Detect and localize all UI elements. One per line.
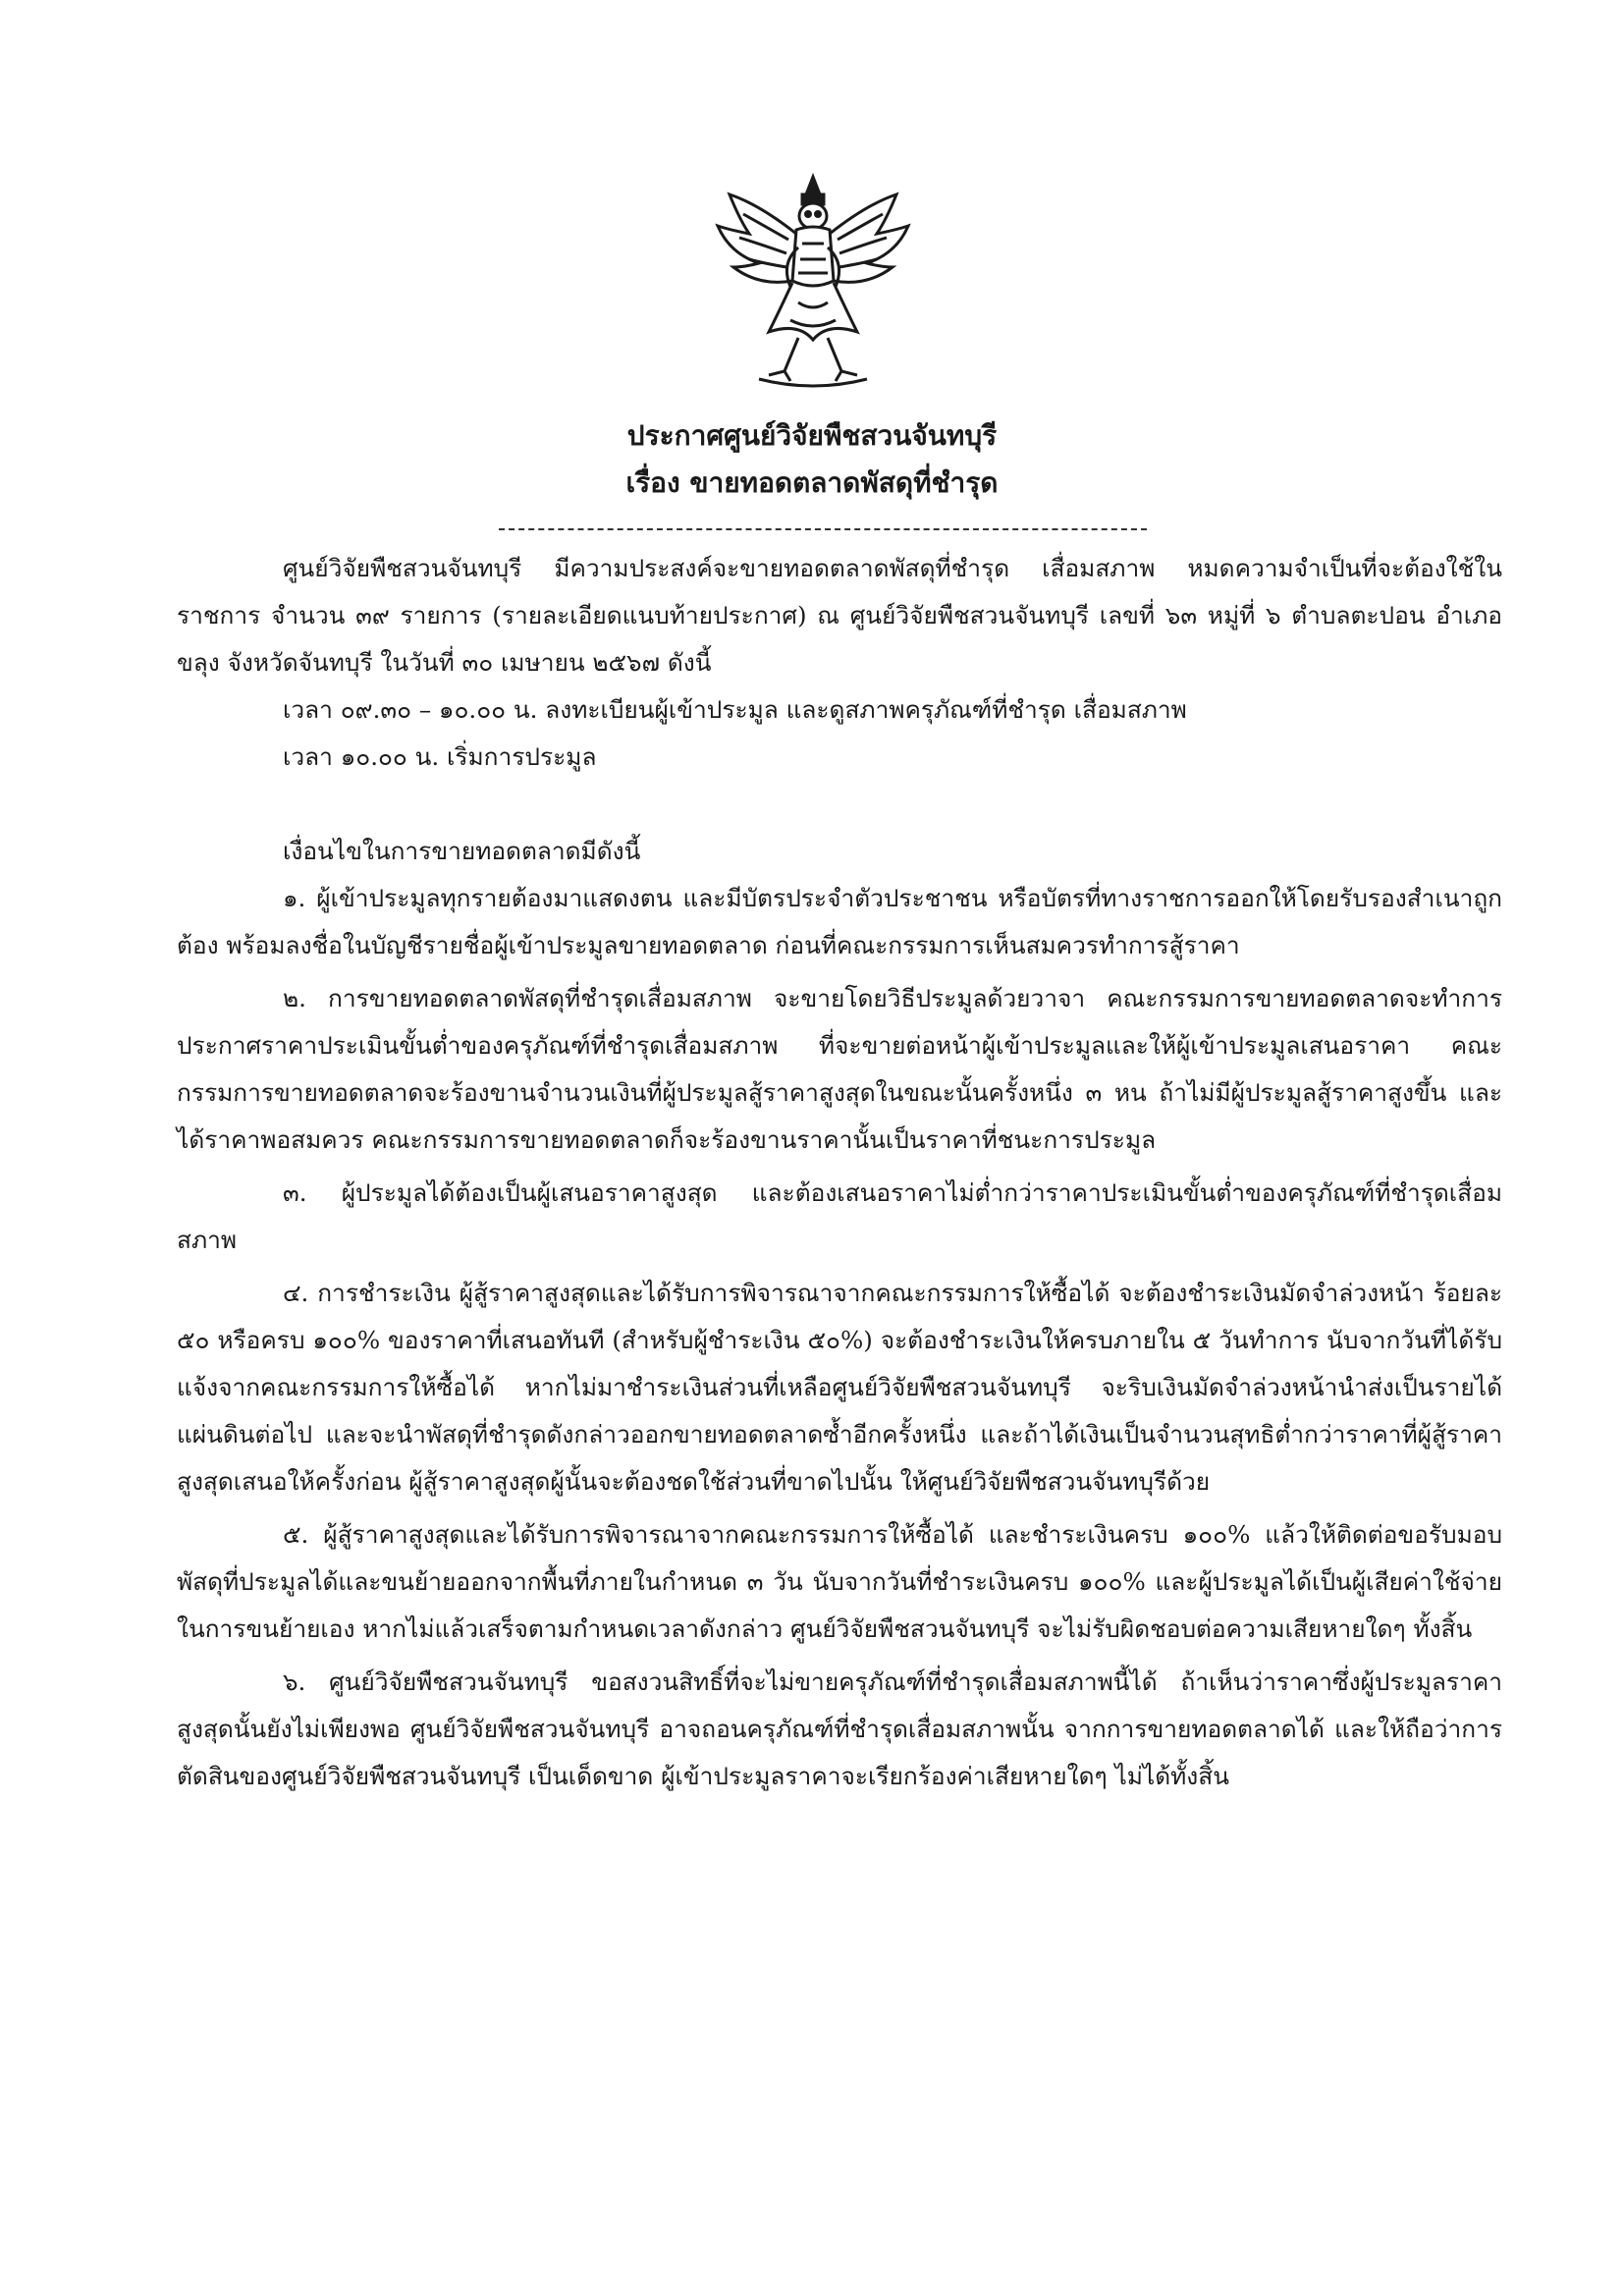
condition-item: ๕. ผู้สู้ราคาสูงสุดและได้รับการพิจารณาจากคณะกรรมการให้ซื้อได้ และชำระเงินครบ ๑๐๐% แล้วให้ติดต่อขอรับมอบพัสดุที่ประมูลได้และขนย้ายออกจากพื้นที่ภายในกำหนด ๓ วัน นับจากวันที่ชำระเงินครบ ๑๐๐% และผู้ประมูลได้เป็นผู้เสียค่าใช้จ่ายในการขนย้ายเอง หากไม่แล้วเสร็จตามกำหนดเวลาดังกล่าว ศูนย์วิจัยพืชสวนจันทบุรี จะไม่รับผิดชอบต่อความเสียหายใดๆ ทั้งสิ้น	[177, 1520, 1502, 1643]
document-title: ประกาศศูนย์วิจัยพืชสวนจันทบุรี	[626, 419, 998, 452]
garuda-emblem-icon	[700, 165, 926, 391]
schedule-item: เวลา ๐๙.๓๐ – ๑๐.๐๐ น. ลงทะเบียนผู้เข้าประมูล และดูสภาพครุภัณฑ์ที่ชำรุด เสื่อมสภาพ	[283, 695, 1187, 724]
conditions-heading: เงื่อนไขในการขายทอดตลาดมีดังนี้	[283, 837, 641, 865]
divider-line	[499, 528, 1147, 530]
intro-paragraph: ศูนย์วิจัยพืชสวนจันทบุรี มีความประสงค์จะขายทอดตลาดพัสดุที่ชำรุด เสื่อมสภาพ หมดความจำเป็นที่จะต้องใช้ในราชการ จำนวน ๓๙ รายการ (รายละเอียดแนบท้ายประกาศ) ณ ศูนย์วิจัยพืชสวนจันทบุรี เลขที่ ๖๓ หมู่ที่ ๖ ตำบลตะปอน อำเภอขลุง จังหวัดจันทบุรี ในวันที่ ๓๐ เมษายน ๒๕๖๗ ดังนี้	[177, 554, 1502, 677]
document-body	[177, 545, 1502, 1800]
condition-item: ๒. การขายทอดตลาดพัสดุที่ชำรุดเสื่อมสภาพ จะขายโดยวิธีประมูลด้วยวาจา คณะกรรมการขายทอดตลาดจะทำการประกาศราคาประเมินขั้นต่ำของครุภัณฑ์ที่ชำรุดเสื่อมสภาพ ที่จะขายต่อหน้าผู้เข้าประมูลและให้ผู้เข้าประมูลเสนอราคา คณะกรรมการขายทอดตลาดจะร้องขานจำนวนเงินที่ผู้ประมูลสู้ราคาสูงสุดในขณะนั้นครั้งหนึ่ง ๓ หน ถ้าไม่มีผู้ประมูลสู้ราคาสูงขึ้น และได้ราคาพอสมควร คณะกรรมการขายทอดตลาดก็จะร้องขานราคานั้นเป็นราคาที่ชนะการประมูล	[177, 984, 1502, 1154]
condition-item: ๑. ผู้เข้าประมูลทุกรายต้องมาแสดงตน และมีบัตรประจำตัวประชาชน หรือบัตรที่ทางราชการออกให้โดยรับรองสำเนาถูกต้อง พร้อมลงชื่อในบัญชีรายชื่อผู้เข้าประมูลขายทอดตลาด ก่อนที่คณะกรรมการเห็นสมควรทำการสู้ราคา	[177, 884, 1502, 959]
document-subject: เรื่อง ขายทอดตลาดพัสดุที่ชำรุด	[625, 466, 999, 499]
condition-item: ๓. ผู้ประมูลได้ต้องเป็นผู้เสนอราคาสูงสุด และต้องเสนอราคาไม่ต่ำกว่าราคาประเมินขั้นต่ำของครุภัณฑ์ที่ชำรุดเสื่อมสภาพ	[177, 1178, 1502, 1254]
condition-item: ๔. การชำระเงิน ผู้สู้ราคาสูงสุดและได้รับการพิจารณาจากคณะกรรมการให้ซื้อได้ จะต้องชำระเงินมัดจำล่วงหน้า ร้อยละ ๕๐ หรือครบ ๑๐๐% ของราคาที่เสนอทันที (สำหรับผู้ชำระเงิน ๕๐%) จะต้องชำระเงินให้ครบภายใน ๕ วันทำการ นับจากวันที่ได้รับแจ้งจากคณะกรรมการให้ซื้อได้ หากไม่มาชำระเงินส่วนที่เหลือศูนย์วิจัยพืชสวนจันทบุรี จะริบเงินมัดจำล่วงหน้านำส่งเป็นรายได้แผ่นดินต่อไป และจะนำพัสดุที่ชำรุดดังกล่าวออกขายทอดตลาดซ้ำอีกครั้งหนึ่ง และถ้าได้เงินเป็นจำนวนสุทธิต่ำกว่าราคาที่ผู้สู้ราคาสูงสุดเสนอให้ครั้งก่อน ผู้สู้ราคาสูงสุดผู้นั้นจะต้องชดใช้ส่วนที่ขาดไปนั้น ให้ศูนย์วิจัยพืชสวนจันทบุรีด้วย	[177, 1279, 1502, 1496]
spacer	[177, 781, 1502, 828]
condition-item: ๖. ศูนย์วิจัยพืชสวนจันทบุรี ขอสงวนสิทธิ์ที่จะไม่ขายครุภัณฑ์ที่ชำรุดเสื่อมสภาพนี้ได้ ถ้าเห็นว่าราคาซึ่งผู้ประมูลราคาสูงสุดนั้นยังไม่เพียงพอ ศูนย์วิจัยพืชสวนจันทบุรี อาจถอนครุภัณฑ์ที่ชำรุดเสื่อมสภาพนั้น จากการขายทอดตลาดได้ และให้ถือว่าการตัดสินของศูนย์วิจัยพืชสวนจันทบุรี เป็นเด็ดขาด ผู้เข้าประมูลราคาจะเรียกร้องค่าเสียหายใดๆ ไม่ได้ทั้งสิ้น	[177, 1667, 1502, 1790]
schedule-item: เวลา ๑๐.๐๐ น. เริ่มการประมูล	[283, 742, 597, 771]
title-block	[0, 412, 1624, 507]
